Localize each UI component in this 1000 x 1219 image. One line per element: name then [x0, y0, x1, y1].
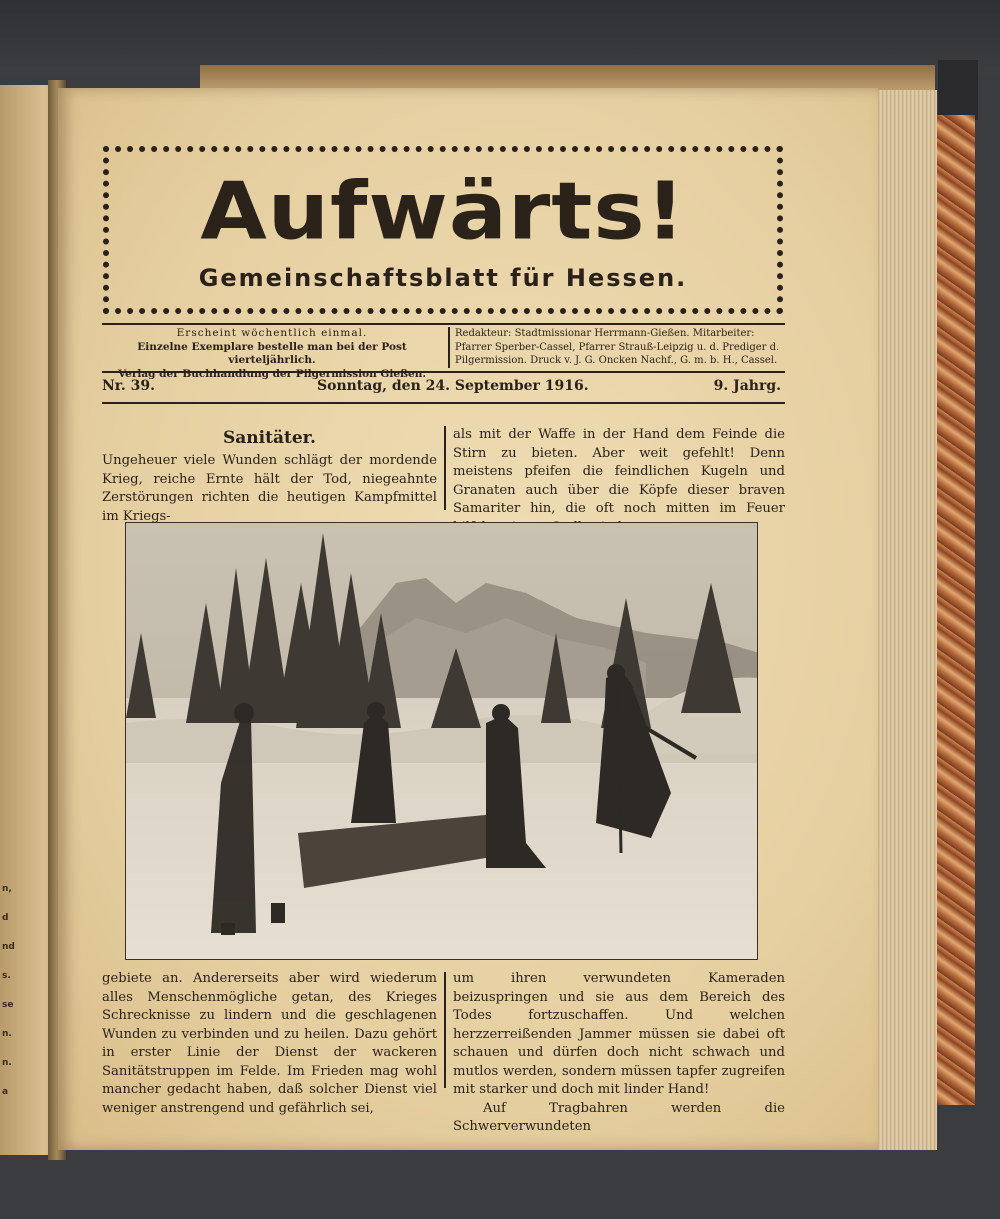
contributors-line: Pfarrer Sperber-Cassel, Pfarrer Strauß-Leipzig u. d. Prediger d.	[455, 341, 780, 353]
paragraph: Auf Tragbahren werden die Schwerverwundeten	[453, 1100, 785, 1134]
fragment: s.	[2, 971, 11, 981]
article-column-1: Ungeheuer viele Wunden schlägt der mordende Krieg, reiche Ernte hält der Tod, niegeahnte Zerstörungen richten die heutigen Kampfmittel im Kriegs-	[102, 453, 437, 524]
soldiers-stretcher-photo	[126, 523, 758, 960]
fragment: n.	[2, 1058, 12, 1068]
fragment: a	[2, 1087, 9, 1097]
fragment: nd	[2, 942, 15, 952]
issue-year: 9. Jahrg.	[713, 378, 781, 394]
issue-line	[102, 378, 785, 400]
book-cover-corner	[938, 60, 978, 120]
article-column-4	[453, 970, 785, 1137]
printer-line: Pilgermission. Druck v. J. G. Oncken Nachf., G. m. b. H., Cassel.	[455, 355, 778, 366]
column-divider	[444, 426, 446, 510]
article-column-3: gebiete an. Andererseits aber wird wiederum alles Menschenmögliche getan, des Krieges Schrecknisse zu lindern und die geschlagenen Wunden zu verbinden und zu heilen. Dazu gehört in erster Linie der Dienst der wackeren Sanitätstruppen im Felde. Im Frieden mag wohl mancher gedacht haben, daß solcher Dienst viel weniger anstrengend und gefährlich sei,	[102, 971, 437, 1116]
subscription-line: Einzelne Exemplare bestelle man bei der Post vierteljährlich.	[137, 340, 407, 366]
frequency-line: Erscheint wöchentlich einmal.	[176, 327, 368, 339]
article-heading: Sanitäter.	[223, 428, 316, 448]
background	[0, 0, 1000, 75]
marbled-edge	[935, 115, 975, 1105]
column-divider	[444, 972, 446, 1088]
article-photo	[125, 522, 758, 960]
publication-info	[102, 323, 785, 380]
article-column-2: als mit der Waffe in der Hand dem Feinde die Stirn zu bieten. Aber weit gefehlt! Denn meistens pfeifen die feindlichen Kugeln und Granaten auch über die Köpfe dieser braven Samariter hin, die oft noch mitten im Feuer	[453, 427, 785, 516]
newspaper-title: Aufwärts!	[200, 166, 686, 258]
issue-number: Nr. 39.	[102, 378, 155, 394]
editor-line: Redakteur: Stadtmissionar Herrmann-Gießen. Mitarbeiter:	[455, 328, 755, 339]
fragment: n,	[2, 884, 12, 894]
fragment: n.	[2, 1029, 12, 1039]
page-stack	[875, 90, 937, 1150]
newspaper-subtitle: Gemeinschaftsblatt für Hessen.	[198, 264, 688, 292]
fragment: d	[2, 913, 9, 923]
publisher-line: Verlag der Buchhandlung der Pilgermission Gießen.	[117, 367, 427, 380]
publication-info-left	[102, 327, 442, 381]
publication-info-right	[448, 327, 785, 368]
fragment: se	[2, 1000, 14, 1010]
divider	[102, 402, 785, 404]
left-page-fragments	[2, 875, 14, 1107]
paragraph: um ihren verwundeten Kameraden beizuspringen und sie aus dem Bereich des Todes fortzuschaffen. Und welchen herzzerreißenden Jammer müssen sie dabei oft schauen und dürfen doch nicht schwach und mutlos werden, sondern müssen tapfer zugreifen mit starker und doch mit linder Hand!	[453, 971, 785, 1097]
issue-date: Sonntag, den 24. September 1916.	[317, 378, 589, 394]
masthead	[103, 146, 783, 314]
